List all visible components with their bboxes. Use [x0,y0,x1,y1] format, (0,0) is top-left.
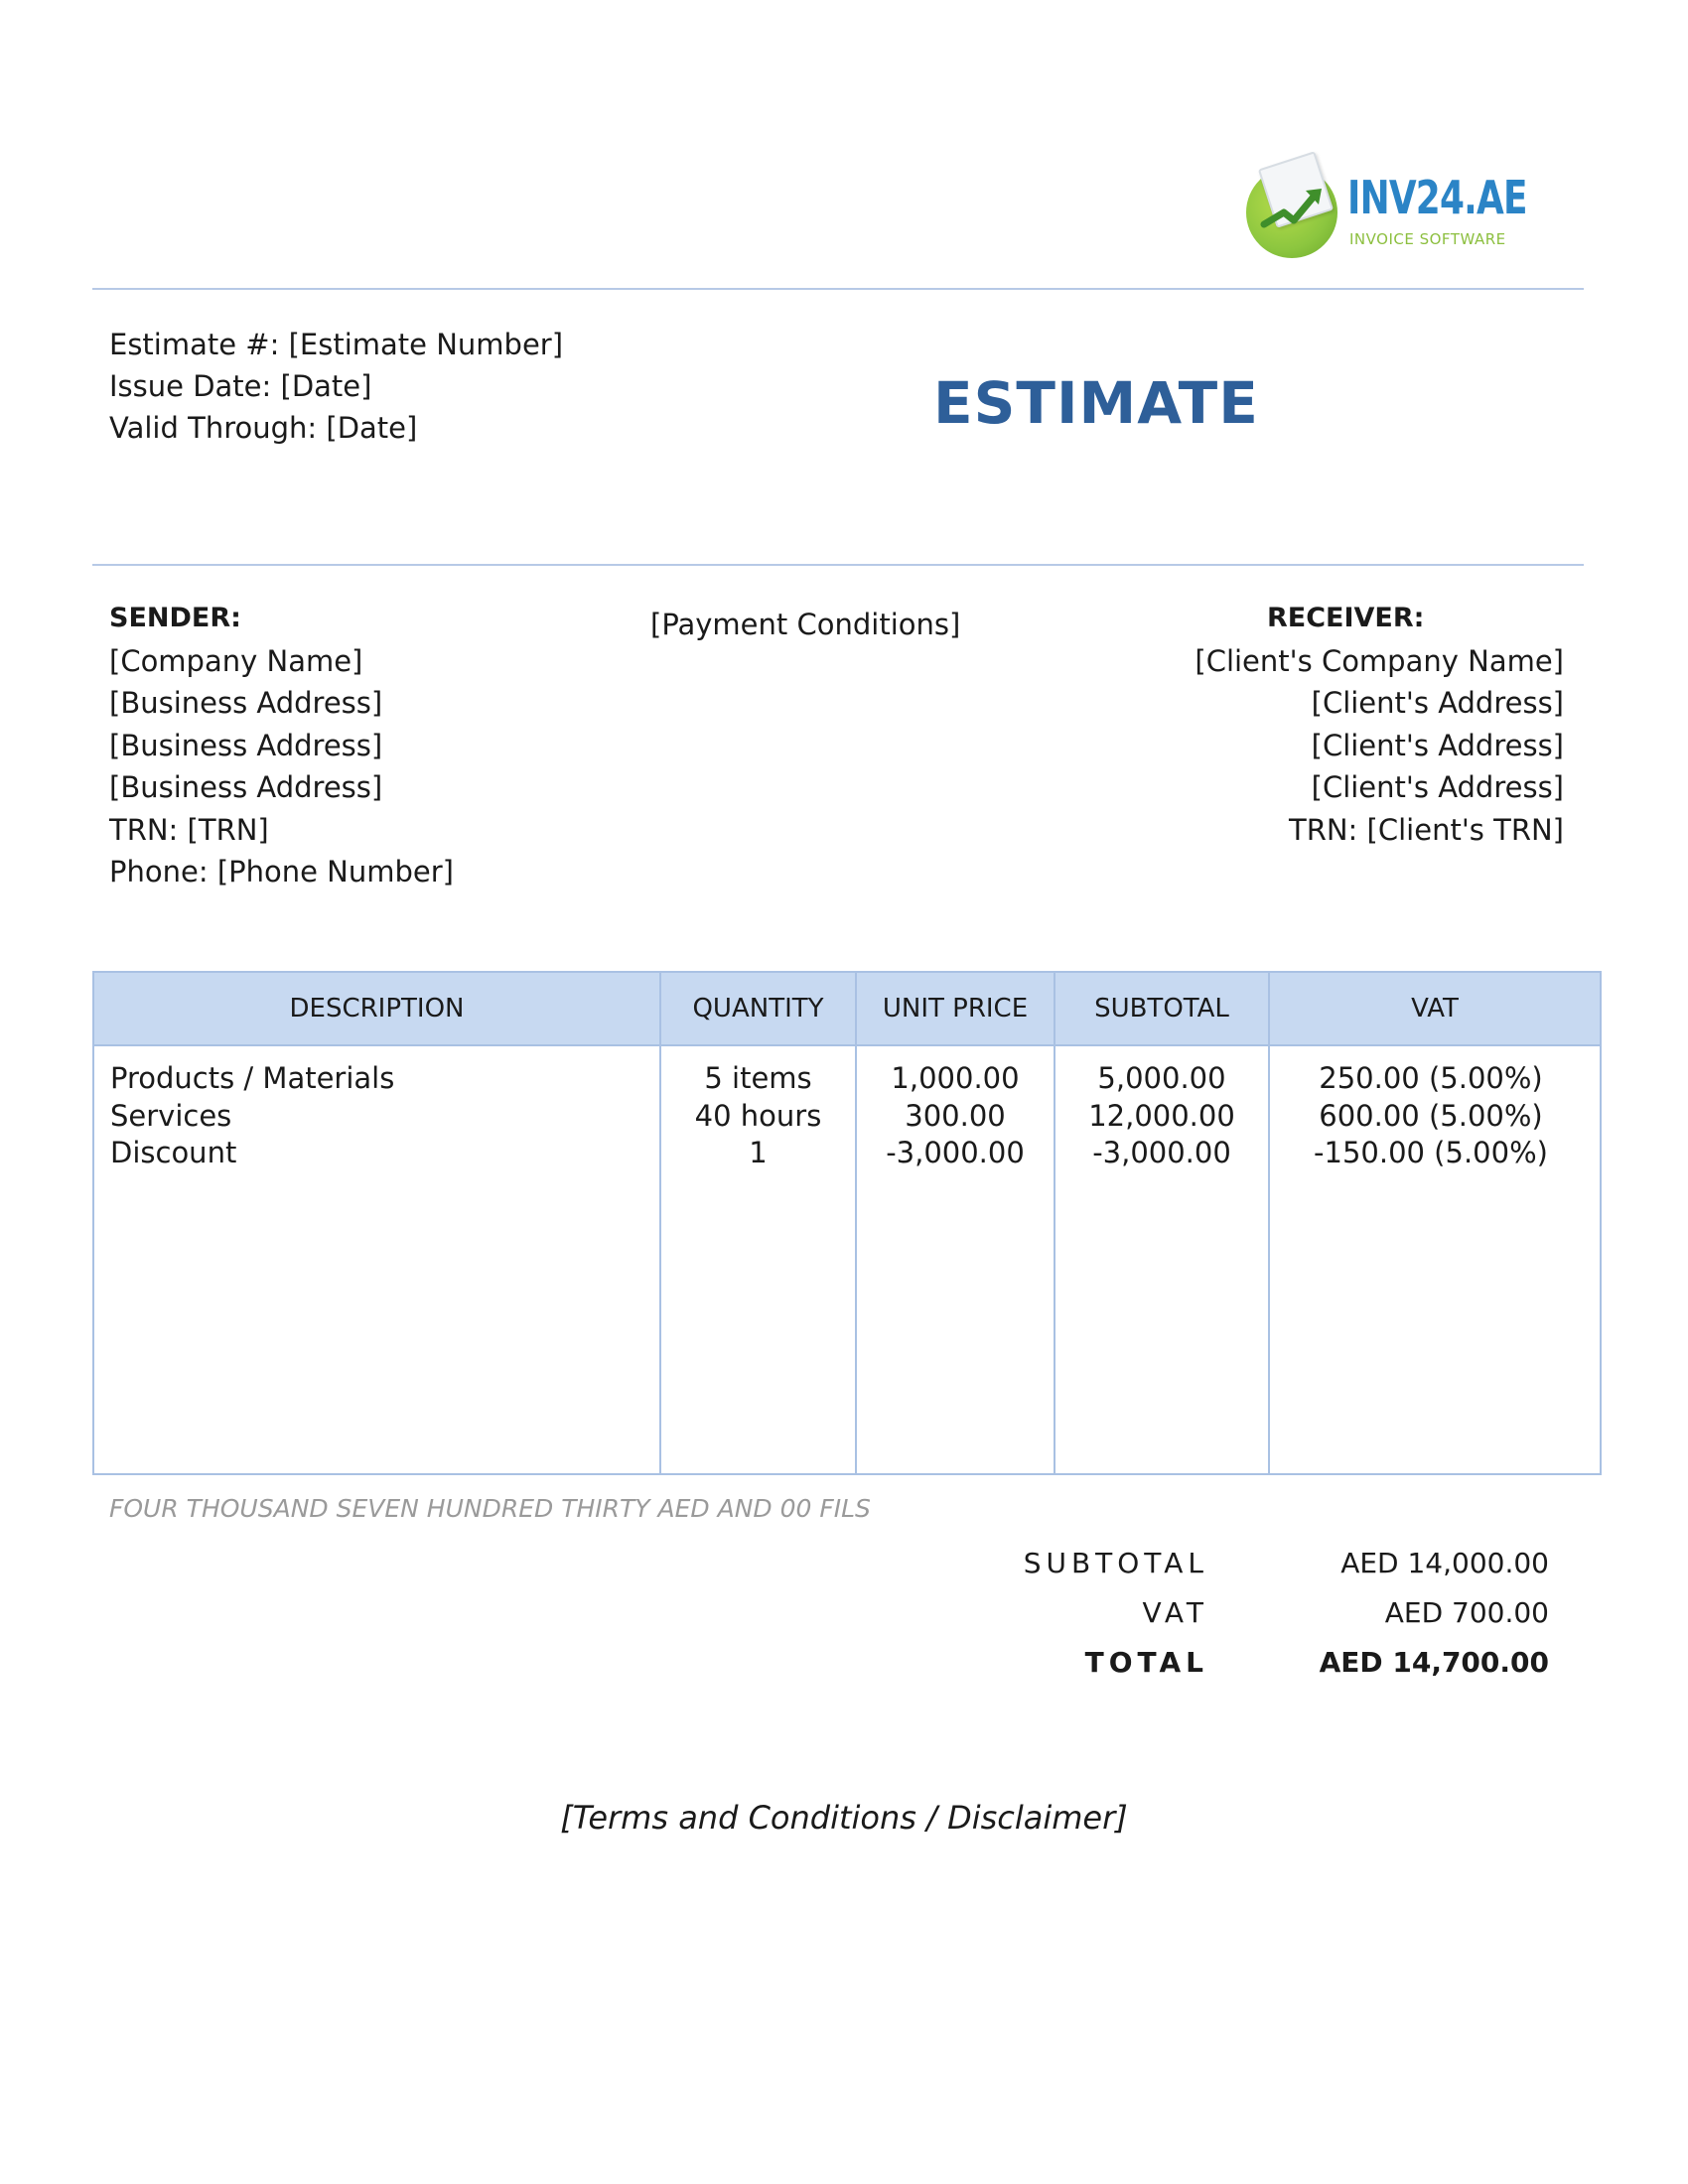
amount-in-words: FOUR THOUSAND SEVEN HUNDRED THIRTY AED AND 00 FILS [109,1494,871,1523]
table-cell-quantity: 5 items [704,1061,812,1095]
table-cell-subtotal: 12,000.00 [1088,1098,1235,1133]
table-cell-vat: 600.00 (5.00%) [1319,1098,1543,1133]
sender-address-line: [Business Address] [109,728,383,762]
sender-heading: SENDER: [109,603,241,633]
table-cell-subtotal: 5,000.00 [1097,1061,1226,1095]
quantity-column [659,973,855,1473]
table-cell-description: Discount [110,1136,237,1169]
receiver-address-line: [Client's Address] [1311,686,1564,720]
valid-through: Valid Through: [Date] [109,411,418,445]
column-header-quantity: QUANTITY [692,994,824,1024]
meta-divider [92,564,1584,566]
table-cell-unit-price: -3,000.00 [886,1136,1025,1169]
column-header-subtotal: SUBTOTAL [1094,994,1229,1024]
vat-label: VAT [1142,1596,1208,1629]
table-cell-description: Services [110,1098,232,1133]
totals-block [953,1547,1549,1696]
subtotal-column [1054,973,1268,1473]
logo-arrow-icon [1256,173,1336,242]
document-title: ESTIMATE [933,369,1259,437]
receiver-heading: RECEIVER: [1266,603,1425,633]
logo-tagline: INVOICE SOFTWARE [1349,230,1506,248]
receiver-block [1195,598,1564,851]
receiver-company: [Client's Company Name] [1195,643,1564,678]
table-cell-vat: -150.00 (5.00%) [1314,1136,1548,1169]
subtotal-label: SUBTOTAL [1023,1547,1208,1579]
receiver-address-line: [Client's Address] [1311,770,1564,804]
table-cell-unit-price: 1,000.00 [891,1061,1020,1095]
vat-row [953,1596,1549,1646]
logo-name: INV24.AE [1347,171,1527,224]
subtotal-value: AED 14,000.00 [1340,1547,1549,1579]
table-cell-vat: 250.00 (5.00%) [1319,1061,1543,1095]
sender-phone: Phone: [Phone Number] [109,855,454,888]
table-cell-subtotal: -3,000.00 [1092,1136,1231,1169]
unit-price-column [855,973,1054,1473]
sender-address-line: [Business Address] [109,770,383,804]
table-cell-quantity: 1 [749,1136,768,1169]
table-cell-description: Products / Materials [110,1061,395,1095]
header-divider [92,288,1584,290]
sender-company: [Company Name] [109,643,363,678]
total-row [953,1646,1549,1696]
table-cell-unit-price: 300.00 [905,1098,1006,1133]
total-value: AED 14,700.00 [1319,1646,1549,1679]
payment-conditions: [Payment Conditions] [650,608,961,641]
column-header-description: DESCRIPTION [289,994,465,1024]
subtotal-row [953,1547,1549,1596]
estimate-number: Estimate #: [Estimate Number] [109,328,564,361]
terms-disclaimer: [Terms and Conditions / Disclaimer] [560,1799,1128,1837]
issue-date: Issue Date: [Date] [109,369,372,403]
vat-column [1268,973,1600,1473]
sender-address-line: [Business Address] [109,686,383,720]
sender-trn: TRN: [TRN] [109,812,269,847]
receiver-address-line: [Client's Address] [1311,728,1564,762]
receiver-trn: TRN: [Client's TRN] [1289,812,1564,847]
column-header-vat: VAT [1411,994,1459,1024]
line-items-table [92,971,1602,1475]
company-logo [1246,159,1527,262]
column-header-unit-price: UNIT PRICE [882,994,1029,1024]
total-label: TOTAL [1084,1646,1208,1679]
estimate-meta [109,324,563,449]
vat-value: AED 700.00 [1384,1596,1549,1629]
table-cell-quantity: 40 hours [694,1098,822,1133]
description-column [94,973,659,1473]
sender-block [109,598,454,893]
